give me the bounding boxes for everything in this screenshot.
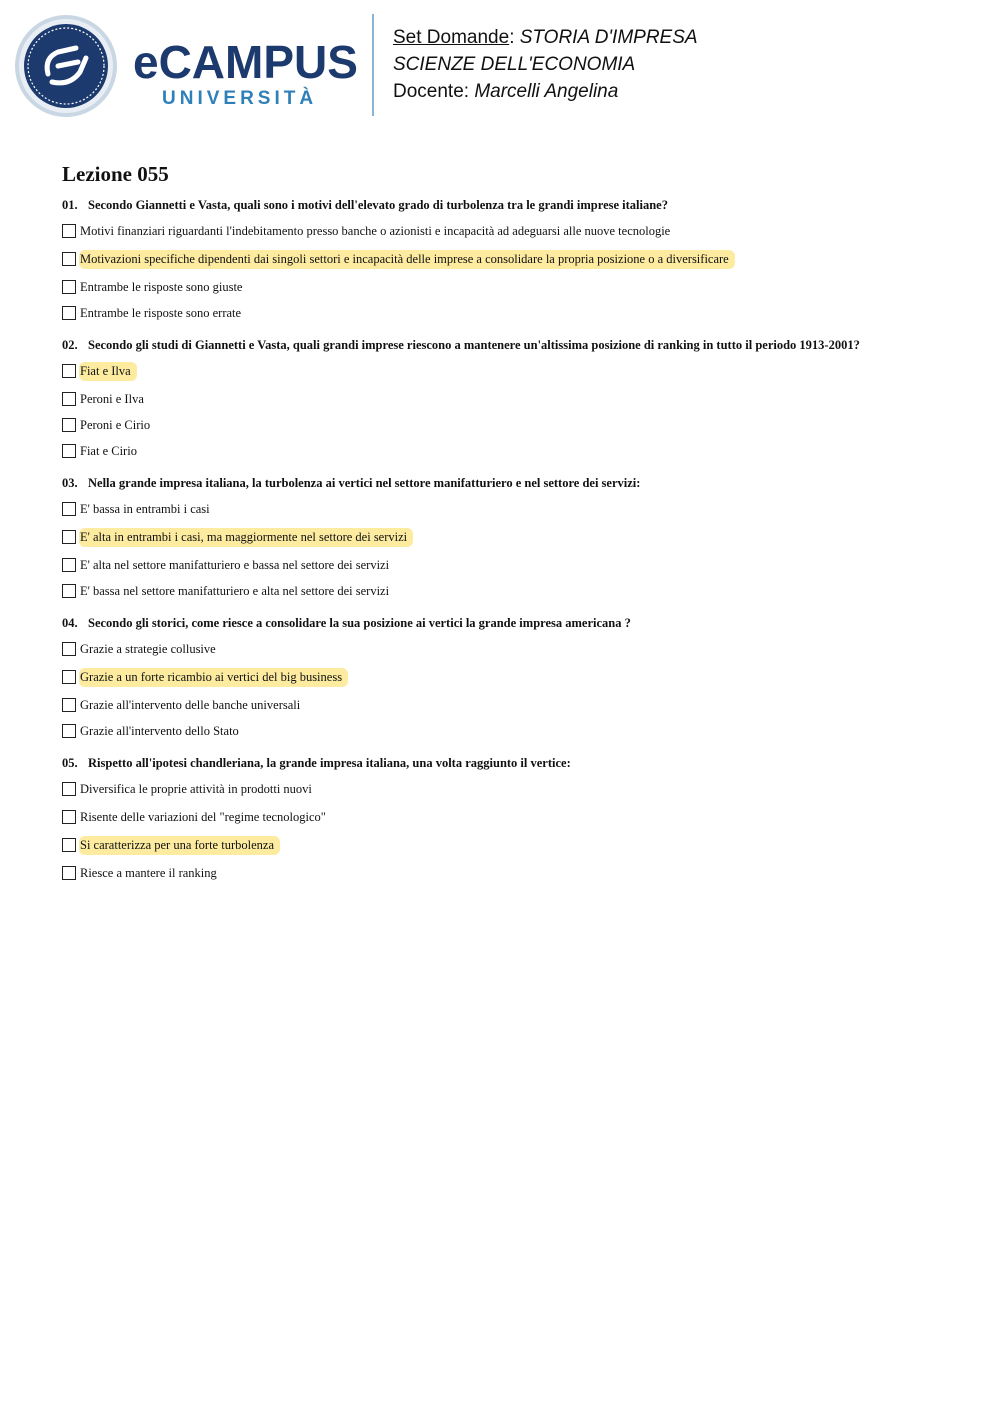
answer-text: E' bassa nel settore manifatturiero e alta nel settore dei servizi	[80, 583, 390, 598]
question-4	[62, 614, 962, 740]
question-3	[62, 474, 962, 600]
answer-option[interactable]	[62, 442, 962, 460]
answer-option[interactable]	[62, 222, 962, 240]
question-number: 01.	[62, 198, 78, 212]
answer-text: Entrambe le risposte sono errate	[80, 305, 242, 320]
lesson-title: Lezione 055	[62, 162, 169, 186]
question-body: Rispetto all'ipotesi chandleriana, la grande impresa italiana, una volta raggiunto il vertice:	[88, 756, 571, 770]
answer-checkbox[interactable]	[62, 724, 76, 738]
answer-checkbox[interactable]	[62, 280, 76, 294]
answer-checkbox[interactable]	[62, 392, 76, 406]
set-value: STORIA D'IMPRESA	[519, 27, 698, 48]
answer-text: E' bassa in entrambi i casi	[80, 501, 210, 516]
answer-option[interactable]	[62, 556, 962, 574]
answer-option[interactable]	[62, 780, 962, 798]
answer-checkbox[interactable]	[62, 810, 76, 824]
answer-checkbox[interactable]	[62, 782, 76, 796]
answer-option[interactable]	[62, 362, 962, 380]
question-number: 02.	[62, 338, 78, 352]
ecampus-seal-logo	[14, 14, 118, 118]
question-body: Secondo gli storici, come riesce a consolidare la sua posizione ai vertici la grande impresa americana ?	[88, 616, 631, 630]
question-body: Nella grande impresa italiana, la turbolenza ai vertici nel settore manifatturiero e nel settore dei servizi:	[88, 476, 641, 490]
answer-option[interactable]	[62, 500, 962, 518]
header-info	[393, 24, 698, 105]
answer-option[interactable]	[62, 864, 962, 882]
answer-checkbox[interactable]	[62, 698, 76, 712]
answer-option[interactable]	[62, 582, 962, 600]
set-line: Set Domande: STORIA D'IMPRESA	[393, 27, 698, 48]
answer-text: Grazie all'intervento delle banche universali	[80, 697, 301, 712]
page-header	[0, 0, 1000, 130]
answer-checkbox[interactable]	[62, 502, 76, 516]
question-number: 05.	[62, 756, 78, 770]
question-set	[62, 160, 962, 896]
ecampus-subtext: UNIVERSITÀ	[162, 88, 318, 109]
answer-checkbox[interactable]	[62, 364, 76, 378]
answer-option[interactable]	[62, 528, 962, 546]
answer-checkbox[interactable]	[62, 866, 76, 880]
course-line	[393, 51, 698, 78]
question-number: 04.	[62, 616, 78, 630]
docente-line	[393, 78, 698, 105]
answer-option[interactable]	[62, 640, 962, 658]
answer-text-highlighted: Motivazioni specifiche dipendenti dai singoli settori e incapacità delle imprese a consolidare la propria posizione o a diversificare	[79, 250, 735, 269]
answer-option[interactable]	[62, 668, 962, 686]
docente-name: Marcelli Angelina	[474, 81, 619, 102]
answer-option[interactable]	[62, 390, 962, 408]
question-body: Secondo Giannetti e Vasta, quali sono i motivi dell'elevato grado di turbolenza tra le grandi imprese italiane?	[88, 198, 668, 212]
question-text	[62, 754, 962, 772]
answer-text: Risente delle variazioni del "regime tecnologico"	[80, 809, 326, 824]
answer-option[interactable]	[62, 722, 962, 740]
question-text	[62, 336, 962, 354]
answer-text: Riesce a mantere il ranking	[80, 865, 217, 880]
answer-option[interactable]	[62, 808, 962, 826]
answer-text: E' alta nel settore manifatturiero e bassa nel settore dei servizi	[80, 557, 390, 572]
answer-checkbox[interactable]	[62, 558, 76, 572]
question-2	[62, 336, 962, 460]
answer-checkbox[interactable]	[62, 584, 76, 598]
docente-label: Docente:	[393, 81, 470, 102]
answer-option[interactable]	[62, 696, 962, 714]
answer-text-highlighted: E' alta in entrambi i casi, ma maggiormente nel settore dei servizi	[79, 528, 413, 547]
ecampus-wordmark: eCAMPUS	[133, 36, 358, 88]
answer-option[interactable]	[62, 416, 962, 434]
answer-text: Fiat e Cirio	[80, 443, 137, 458]
answer-text-highlighted: Si caratterizza per una forte turbolenza	[79, 836, 280, 855]
question-5	[62, 754, 962, 882]
answer-option[interactable]	[62, 250, 962, 268]
answer-text-highlighted: Fiat e Ilva	[79, 362, 137, 381]
answer-text: Grazie all'intervento dello Stato	[80, 723, 239, 738]
answer-text: Peroni e Cirio	[80, 417, 151, 432]
answer-text: Grazie a strategie collusive	[80, 641, 216, 656]
answer-checkbox[interactable]	[62, 252, 76, 266]
answer-option[interactable]	[62, 278, 962, 296]
question-1	[62, 196, 962, 322]
course-name: SCIENZE DELL'ECONOMIA	[393, 54, 636, 75]
question-text	[62, 614, 962, 632]
answer-checkbox[interactable]	[62, 838, 76, 852]
answer-option[interactable]	[62, 304, 962, 322]
header-divider	[372, 14, 374, 116]
question-number: 03.	[62, 476, 78, 490]
set-label: Set Domande	[393, 27, 510, 48]
question-text	[62, 196, 962, 214]
answer-text: Entrambe le risposte sono giuste	[80, 279, 243, 294]
question-text	[62, 474, 962, 492]
answer-checkbox[interactable]	[62, 306, 76, 320]
answer-text-highlighted: Grazie a un forte ricambio ai vertici del big business	[79, 668, 348, 687]
question-body: Secondo gli studi di Giannetti e Vasta, quali grandi imprese riescono a mantenere un'altissima posizione di ranking in tutto il periodo 1913-2001?	[88, 338, 860, 352]
answer-checkbox[interactable]	[62, 530, 76, 544]
answer-text: Peroni e Ilva	[80, 391, 144, 406]
answer-checkbox[interactable]	[62, 642, 76, 656]
answer-option[interactable]	[62, 836, 962, 854]
answer-text: Motivi finanziari riguardanti l'indebitamento presso banche o azionisti e incapacità ad adeguarsi alle nuove tecnologie	[80, 223, 671, 238]
answer-checkbox[interactable]	[62, 670, 76, 684]
answer-checkbox[interactable]	[62, 224, 76, 238]
answer-checkbox[interactable]	[62, 418, 76, 432]
answer-checkbox[interactable]	[62, 444, 76, 458]
answer-text: Diversifica le proprie attività in prodotti nuovi	[80, 781, 312, 796]
